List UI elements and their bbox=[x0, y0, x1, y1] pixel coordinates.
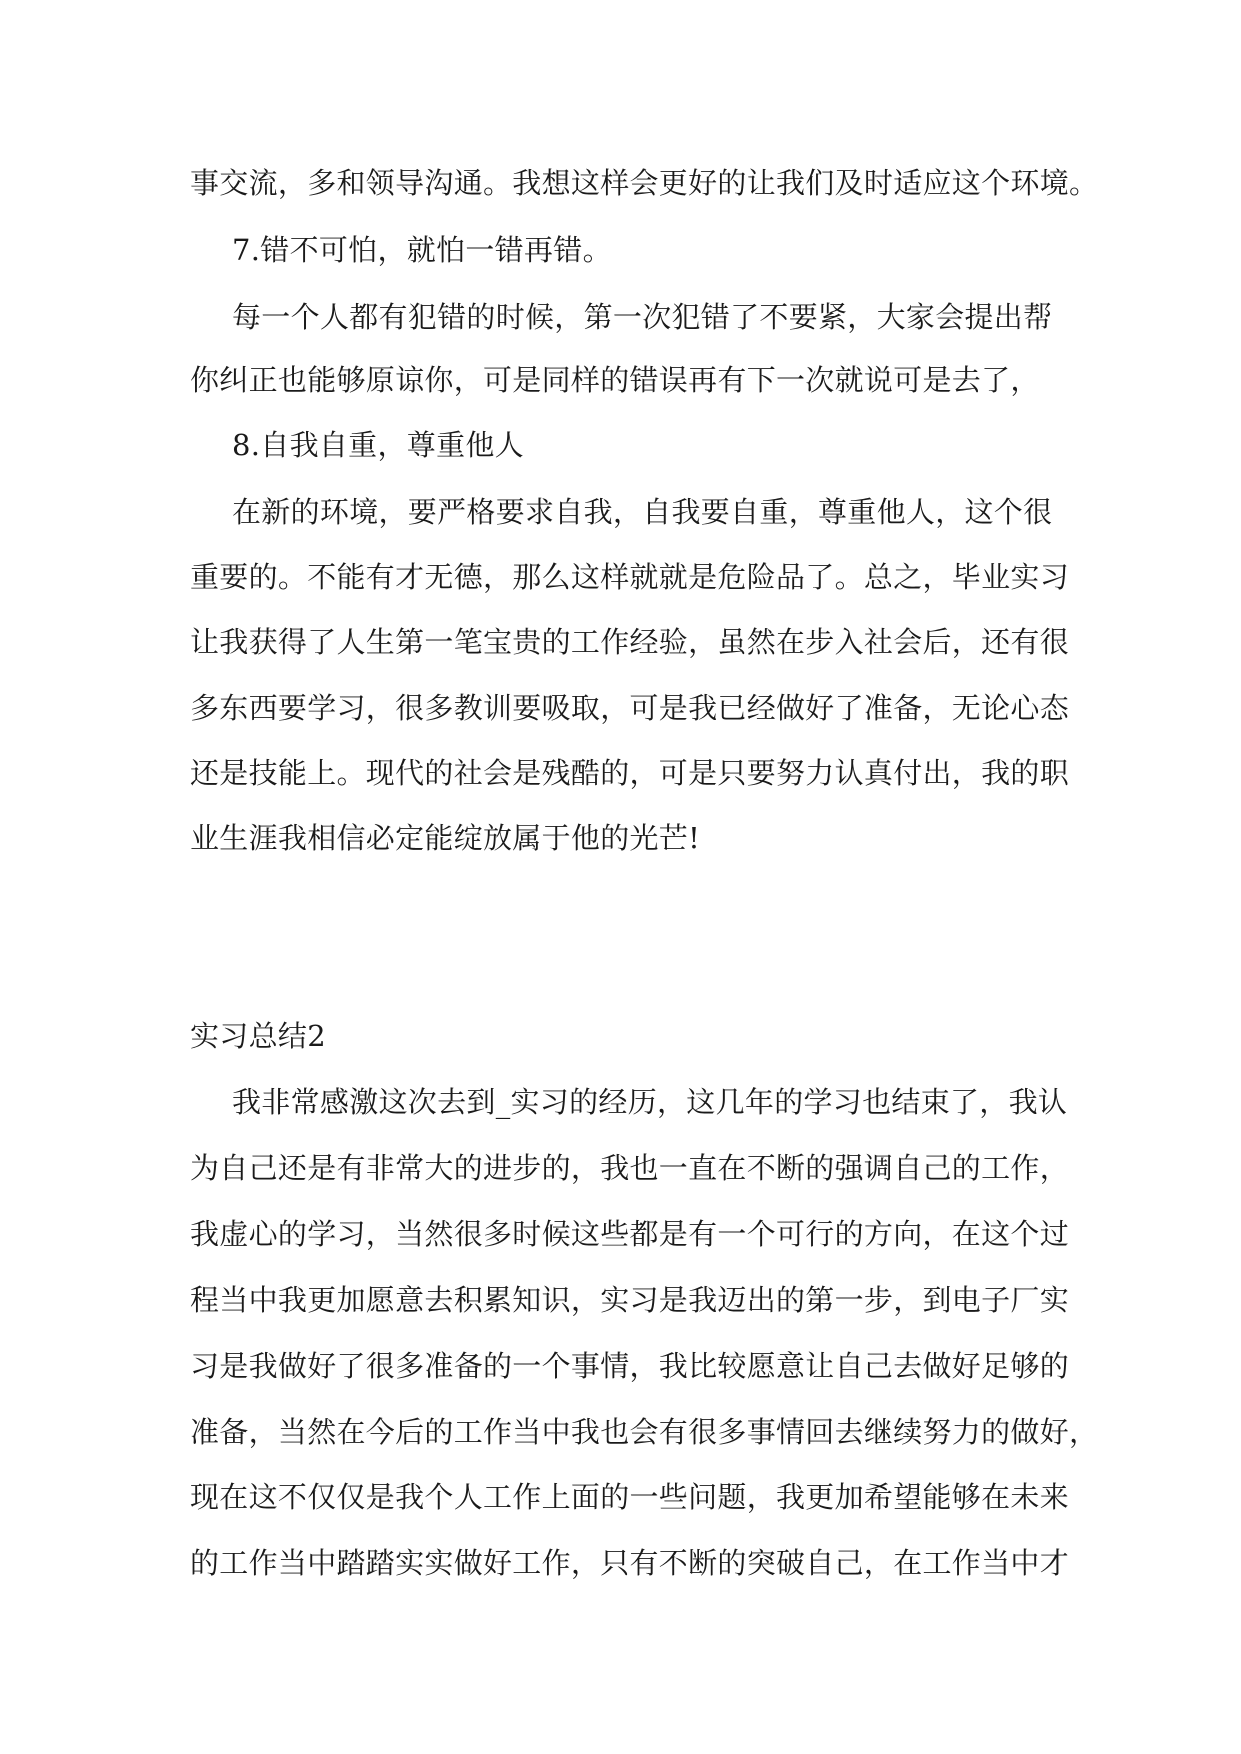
text-line: 我虚心的学习，当然很多时候这些都是有一个可行的方向，在这个过 bbox=[190, 1217, 1070, 1251]
section-title: 实习总结2 bbox=[190, 1019, 326, 1053]
text-line: 习是我做好了很多准备的一个事情，我比较愿意让自己去做好足够的 bbox=[190, 1349, 1070, 1383]
text-line: 我非常感激这次去到_实习的经历，这几年的学习也结束了，我认 bbox=[232, 1085, 1068, 1119]
list-heading: 8.自我自重，尊重他人 bbox=[232, 428, 524, 462]
text-line: 业生涯我相信必定能绽放属于他的光芒! bbox=[190, 821, 701, 855]
text-line: 让我获得了人生第一笔宝贵的工作经验，虽然在步入社会后，还有很 bbox=[190, 625, 1070, 659]
text-line: 每一个人都有犯错的时候，第一次犯错了不要紧，大家会提出帮 bbox=[232, 300, 1053, 334]
text-line: 为自己还是有非常大的进步的，我也一直在不断的强调自己的工作， bbox=[190, 1151, 1070, 1185]
text-line: 事交流，多和领导沟通。我想这样会更好的让我们及时适应这个环境。 bbox=[190, 166, 1099, 200]
text-line: 多东西要学习，很多教训要吸取，可是我已经做好了准备，无论心态 bbox=[190, 691, 1070, 725]
text-line: 现在这不仅仅是我个人工作上面的一些问题，我更加希望能够在未来 bbox=[190, 1480, 1070, 1514]
text-line: 准备，当然在今后的工作当中我也会有很多事情回去继续努力的做好， bbox=[190, 1415, 1099, 1449]
text-line: 的工作当中踏踏实实做好工作，只有不断的突破自己，在工作当中才 bbox=[190, 1546, 1070, 1580]
list-heading: 7.错不可怕，就怕一错再错。 bbox=[232, 233, 612, 267]
text-line: 重要的。不能有才无德，那么这样就就是危险品了。总之，毕业实习 bbox=[190, 560, 1070, 594]
text-line: 程当中我更加愿意去积累知识，实习是我迈出的第一步，到电子厂实 bbox=[190, 1283, 1070, 1317]
text-line: 在新的环境，要严格要求自我，自我要自重，尊重他人，这个很 bbox=[232, 495, 1053, 529]
text-line: 你纠正也能够原谅你，可是同样的错误再有下一次就说可是去了， bbox=[190, 363, 1040, 397]
text-line: 还是技能上。现代的社会是残酷的，可是只要努力认真付出，我的职 bbox=[190, 756, 1070, 790]
